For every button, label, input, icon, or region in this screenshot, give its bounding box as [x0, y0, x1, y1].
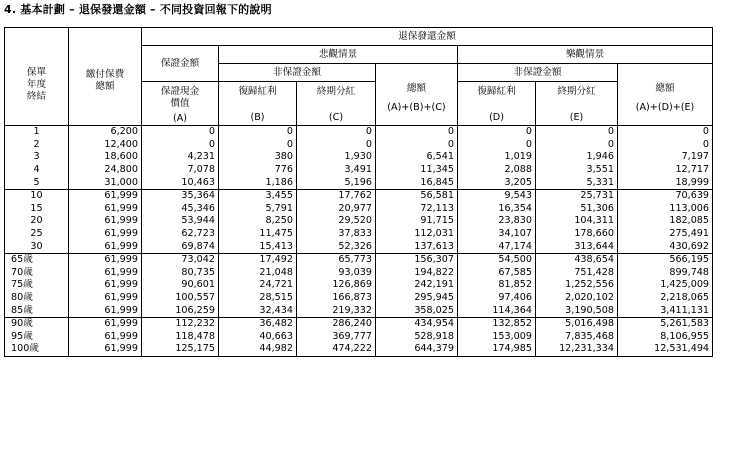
cell-premium: 61,999 [69, 331, 142, 344]
cell-reversionary-pess: 3,455 [219, 189, 297, 202]
cell-year: 15 [5, 203, 69, 216]
cell-premium: 61,999 [69, 240, 142, 253]
header-col-b: (B) [250, 112, 265, 123]
cell-premium: 61,999 [69, 317, 142, 330]
cell-terminal-pess: 474,222 [297, 343, 376, 356]
cell-reversionary-pess: 32,434 [219, 304, 297, 317]
cell-year: 2 [5, 139, 69, 152]
cell-reversionary-opt: 174,985 [458, 343, 536, 356]
cell-reversionary-opt: 81,852 [458, 279, 536, 292]
cell-total-pess: 644,379 [376, 343, 458, 356]
cell-total-opt: 275,491 [618, 228, 713, 241]
cell-premium: 61,999 [69, 279, 142, 292]
cell-premium: 61,999 [69, 343, 142, 356]
cell-reversionary-opt: 97,406 [458, 292, 536, 305]
cell-premium: 61,999 [69, 215, 142, 228]
cell-guaranteed-cash: 69,874 [142, 240, 219, 253]
cell-premium: 24,800 [69, 164, 142, 177]
cell-terminal-opt: 751,428 [536, 267, 618, 280]
cell-terminal-pess: 52,326 [297, 240, 376, 253]
cell-premium: 31,000 [69, 176, 142, 189]
cell-reversionary-opt: 34,107 [458, 228, 536, 241]
cell-terminal-pess: 166,873 [297, 292, 376, 305]
cell-total-pess: 6,541 [376, 151, 458, 164]
cell-total-pess: 528,918 [376, 331, 458, 344]
table-header [5, 28, 713, 126]
cell-terminal-opt: 12,231,334 [536, 343, 618, 356]
cell-total-opt: 430,692 [618, 240, 713, 253]
cell-reversionary-pess: 776 [219, 164, 297, 177]
table-row [5, 215, 713, 228]
cell-terminal-pess: 0 [297, 126, 376, 139]
cell-terminal-opt: 0 [536, 139, 618, 152]
cell-premium: 61,999 [69, 267, 142, 280]
cell-total-pess: 91,715 [376, 215, 458, 228]
cell-reversionary-pess: 1,186 [219, 176, 297, 189]
cell-reversionary-pess: 24,721 [219, 279, 297, 292]
cell-reversionary-pess: 21,048 [219, 267, 297, 280]
cell-total-opt: 0 [618, 139, 713, 152]
cell-terminal-opt: 25,731 [536, 189, 618, 202]
cell-reversionary-pess: 8,250 [219, 215, 297, 228]
cell-reversionary-opt: 132,852 [458, 317, 536, 330]
cell-year: 1 [5, 126, 69, 139]
cell-total-opt: 113,006 [618, 203, 713, 216]
table-row [5, 203, 713, 216]
cell-reversionary-opt: 54,500 [458, 253, 536, 266]
cell-total-opt: 12,717 [618, 164, 713, 177]
table-body [5, 126, 713, 357]
cell-reversionary-pess: 44,982 [219, 343, 297, 356]
cell-reversionary-pess: 17,492 [219, 253, 297, 266]
cell-year: 75歲 [5, 279, 69, 292]
cell-year: 4 [5, 164, 69, 177]
cell-terminal-opt: 3,551 [536, 164, 618, 177]
cell-premium: 12,400 [69, 139, 142, 152]
cell-total-pess: 434,954 [376, 317, 458, 330]
header-guaranteed-cash [142, 82, 219, 126]
cell-terminal-pess: 93,039 [297, 267, 376, 280]
cell-reversionary-opt: 16,354 [458, 203, 536, 216]
header-reversionary-opt-label: 復歸紅利 [477, 86, 516, 97]
cell-terminal-pess: 29,520 [297, 215, 376, 228]
cell-year: 95歲 [5, 331, 69, 344]
cell-terminal-pess: 369,777 [297, 331, 376, 344]
cell-guaranteed-cash: 73,042 [142, 253, 219, 266]
cell-guaranteed-cash: 100,557 [142, 292, 219, 305]
cell-terminal-opt: 2,020,102 [536, 292, 618, 305]
cell-reversionary-pess: 0 [219, 139, 297, 152]
cell-terminal-opt: 1,946 [536, 151, 618, 164]
header-pessimistic: 悲觀情景 [219, 46, 458, 64]
header-total-opt [618, 64, 713, 126]
cell-total-opt: 2,218,065 [618, 292, 713, 305]
cell-guaranteed-cash: 35,364 [142, 189, 219, 202]
cell-total-opt: 18,999 [618, 176, 713, 189]
section-title: 4. 基本計劃 – 退保發還金額 – 不同投資回報下的說明 [4, 3, 272, 16]
cell-terminal-pess: 5,196 [297, 176, 376, 189]
cell-reversionary-pess: 5,791 [219, 203, 297, 216]
cell-terminal-pess: 3,491 [297, 164, 376, 177]
cell-premium: 18,600 [69, 151, 142, 164]
cell-year: 20 [5, 215, 69, 228]
cell-total-pess: 112,031 [376, 228, 458, 241]
header-reversionary-pess-label: 復歸紅利 [238, 86, 277, 97]
cell-total-opt: 12,531,494 [618, 343, 713, 356]
cell-total-opt: 0 [618, 126, 713, 139]
cell-guaranteed-cash: 0 [142, 126, 219, 139]
cell-terminal-opt: 1,252,556 [536, 279, 618, 292]
cell-premium: 61,999 [69, 292, 142, 305]
cell-terminal-opt: 3,190,508 [536, 304, 618, 317]
cell-reversionary-pess: 40,663 [219, 331, 297, 344]
header-reversionary-pess [219, 82, 297, 126]
cell-reversionary-opt: 47,174 [458, 240, 536, 253]
cell-guaranteed-cash: 4,231 [142, 151, 219, 164]
cell-terminal-pess: 1,930 [297, 151, 376, 164]
cell-guaranteed-cash: 80,735 [142, 267, 219, 280]
cell-reversionary-pess: 0 [219, 126, 297, 139]
header-total-premium: 繳付保費 總額 [69, 28, 142, 126]
table-row [5, 331, 713, 344]
cell-premium: 61,999 [69, 253, 142, 266]
cell-reversionary-opt: 0 [458, 126, 536, 139]
header-total-pess [376, 64, 458, 126]
cell-total-pess: 156,307 [376, 253, 458, 266]
cell-terminal-opt: 313,644 [536, 240, 618, 253]
surrender-value-table-container [4, 27, 712, 455]
header-terminal-pess [297, 82, 376, 126]
cell-year: 10 [5, 189, 69, 202]
cell-total-pess: 11,345 [376, 164, 458, 177]
cell-total-pess: 242,191 [376, 279, 458, 292]
table-row [5, 240, 713, 253]
cell-year: 85歲 [5, 304, 69, 317]
cell-premium: 6,200 [69, 126, 142, 139]
cell-terminal-pess: 17,762 [297, 189, 376, 202]
cell-terminal-opt: 5,016,498 [536, 317, 618, 330]
header-col-d: (D) [489, 112, 504, 123]
header-non-guaranteed-pess: 非保證金額 [219, 64, 376, 82]
cell-year: 25 [5, 228, 69, 241]
table-row [5, 292, 713, 305]
cell-total-opt: 5,261,583 [618, 317, 713, 330]
cell-guaranteed-cash: 10,463 [142, 176, 219, 189]
table-row [5, 189, 713, 202]
cell-total-opt: 3,411,131 [618, 304, 713, 317]
table-row [5, 139, 713, 152]
cell-terminal-opt: 5,331 [536, 176, 618, 189]
header-terminal-opt-label: 終期分紅 [557, 86, 596, 97]
cell-reversionary-opt: 67,585 [458, 267, 536, 280]
cell-terminal-opt: 104,311 [536, 215, 618, 228]
cell-terminal-opt: 0 [536, 126, 618, 139]
cell-premium: 61,999 [69, 189, 142, 202]
cell-total-pess: 0 [376, 139, 458, 152]
cell-reversionary-opt: 153,009 [458, 331, 536, 344]
cell-terminal-pess: 20,977 [297, 203, 376, 216]
header-guaranteed: 保證金額 [142, 46, 219, 82]
cell-reversionary-pess: 15,413 [219, 240, 297, 253]
table-row [5, 304, 713, 317]
cell-year: 100歲 [5, 343, 69, 356]
cell-terminal-opt: 438,654 [536, 253, 618, 266]
cell-terminal-opt: 178,660 [536, 228, 618, 241]
cell-reversionary-pess: 36,482 [219, 317, 297, 330]
cell-reversionary-opt: 114,364 [458, 304, 536, 317]
cell-reversionary-opt: 23,830 [458, 215, 536, 228]
header-total-opt-label: 總額 [655, 82, 675, 94]
cell-total-opt: 7,197 [618, 151, 713, 164]
cell-year: 5 [5, 176, 69, 189]
cell-total-opt: 182,085 [618, 215, 713, 228]
cell-total-opt: 899,748 [618, 267, 713, 280]
header-non-guaranteed-opt: 非保證金額 [458, 64, 618, 82]
table-row [5, 253, 713, 266]
cell-total-pess: 295,945 [376, 292, 458, 305]
cell-terminal-pess: 65,773 [297, 253, 376, 266]
cell-total-pess: 137,613 [376, 240, 458, 253]
cell-total-pess: 56,581 [376, 189, 458, 202]
cell-guaranteed-cash: 0 [142, 139, 219, 152]
cell-terminal-pess: 0 [297, 139, 376, 152]
table-row [5, 267, 713, 280]
cell-year: 30 [5, 240, 69, 253]
cell-year: 90歲 [5, 317, 69, 330]
cell-guaranteed-cash: 125,175 [142, 343, 219, 356]
cell-total-pess: 194,822 [376, 267, 458, 280]
header-terminal-opt [536, 82, 618, 126]
header-reversionary-opt [458, 82, 536, 126]
table-row [5, 151, 713, 164]
cell-premium: 61,999 [69, 304, 142, 317]
header-col-e: (E) [569, 112, 584, 123]
cell-guaranteed-cash: 62,723 [142, 228, 219, 241]
cell-guaranteed-cash: 7,078 [142, 164, 219, 177]
cell-terminal-pess: 286,240 [297, 317, 376, 330]
header-surrender-value: 退保發還金額 [142, 28, 713, 46]
cell-year: 65歲 [5, 253, 69, 266]
cell-total-pess: 358,025 [376, 304, 458, 317]
cell-reversionary-opt: 1,019 [458, 151, 536, 164]
cell-guaranteed-cash: 112,232 [142, 317, 219, 330]
header-policy-year: 保單 年度 終結 [5, 28, 69, 126]
cell-total-opt: 1,425,009 [618, 279, 713, 292]
cell-guaranteed-cash: 90,601 [142, 279, 219, 292]
table-row [5, 126, 713, 139]
cell-total-pess: 16,845 [376, 176, 458, 189]
table-row [5, 228, 713, 241]
cell-guaranteed-cash: 45,346 [142, 203, 219, 216]
cell-terminal-opt: 7,835,468 [536, 331, 618, 344]
cell-total-opt: 8,106,955 [618, 331, 713, 344]
table-row [5, 317, 713, 330]
cell-terminal-pess: 126,869 [297, 279, 376, 292]
header-col-a: (A) [172, 113, 188, 124]
cell-premium: 61,999 [69, 228, 142, 241]
cell-reversionary-pess: 11,475 [219, 228, 297, 241]
cell-total-opt: 566,195 [618, 253, 713, 266]
header-terminal-pess-label: 終期分紅 [316, 86, 356, 97]
table-row [5, 164, 713, 177]
cell-reversionary-pess: 380 [219, 151, 297, 164]
header-total-pess-formula: (A)+(B)+(C) [387, 101, 446, 113]
cell-guaranteed-cash: 53,944 [142, 215, 219, 228]
table-row [5, 176, 713, 189]
cell-reversionary-opt: 0 [458, 139, 536, 152]
cell-year: 80歲 [5, 292, 69, 305]
header-col-c: (C) [328, 112, 344, 123]
cell-terminal-pess: 37,833 [297, 228, 376, 241]
surrender-value-table [4, 27, 713, 357]
header-optimistic: 樂觀情景 [458, 46, 713, 64]
cell-premium: 61,999 [69, 203, 142, 216]
cell-total-opt: 70,639 [618, 189, 713, 202]
cell-total-pess: 72,113 [376, 203, 458, 216]
header-total-opt-formula: (A)+(D)+(E) [635, 101, 695, 113]
cell-terminal-opt: 51,306 [536, 203, 618, 216]
table-row [5, 343, 713, 356]
cell-guaranteed-cash: 106,259 [142, 304, 219, 317]
cell-reversionary-pess: 28,515 [219, 292, 297, 305]
cell-terminal-pess: 219,332 [297, 304, 376, 317]
header-guaranteed-cash-label: 保證現金 價值 [160, 86, 200, 109]
cell-guaranteed-cash: 118,478 [142, 331, 219, 344]
cell-reversionary-opt: 3,205 [458, 176, 536, 189]
cell-reversionary-opt: 2,088 [458, 164, 536, 177]
cell-reversionary-opt: 9,543 [458, 189, 536, 202]
cell-year: 70歲 [5, 267, 69, 280]
cell-total-pess: 0 [376, 126, 458, 139]
cell-year: 3 [5, 151, 69, 164]
table-row [5, 279, 713, 292]
header-total-pess-label: 總額 [406, 82, 427, 94]
